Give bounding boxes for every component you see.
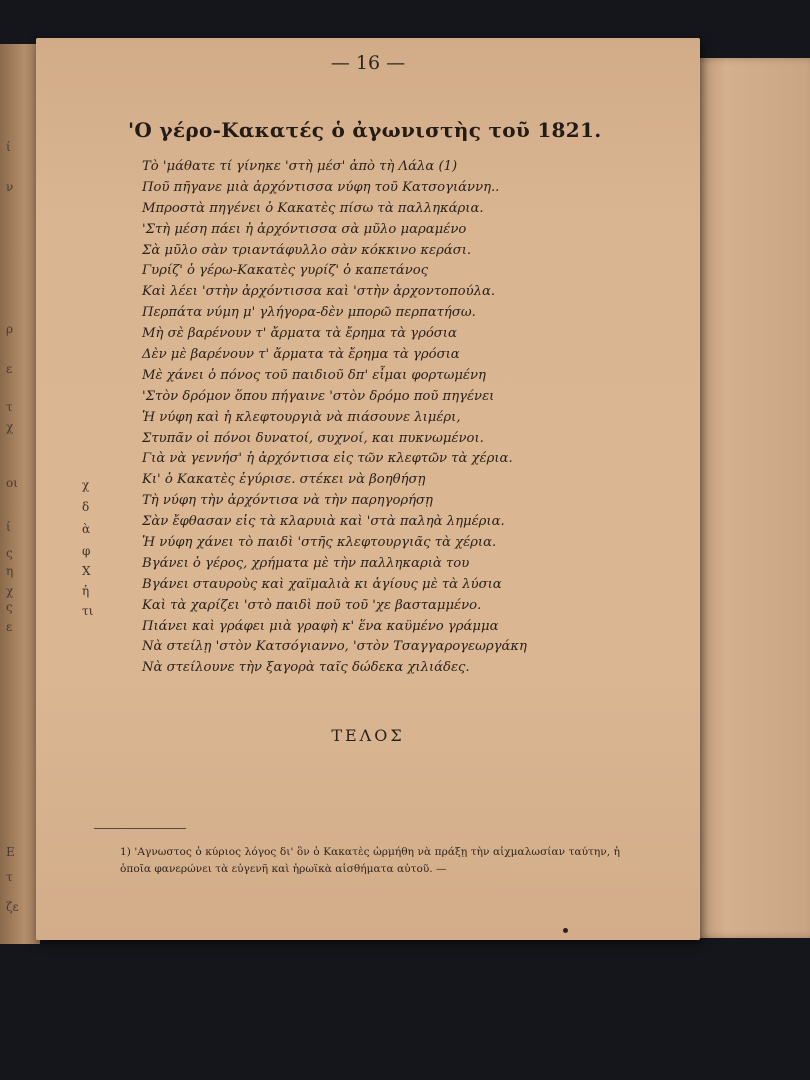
verse-line: Ἡ νύφη χάνει τὸ παιδὶ 'στῆς κλεφτουργιᾶς τὰ χέρια.	[142, 535, 497, 551]
page-fragment: χ	[6, 420, 14, 434]
end-marker: ΤΕΛΟΣ	[331, 726, 405, 745]
next-page-edge	[690, 58, 810, 938]
verse-line: Βγάνει ὁ γέρος, χρήματα μὲ τὴν παλληκαριὰ του	[142, 555, 470, 571]
verse-line: Δὲν μὲ βαρένουν τ' ἄρματα τὰ ἔρημα τὰ γρόσια	[142, 347, 460, 363]
verse-line: Ἡ νύφη καὶ ἡ κλεφτουργιὰ νὰ πιάσουνε λιμέρι,	[142, 409, 461, 425]
verse-line: Καὶ τὰ χαρίζει 'στὸ παιδὶ ποῦ τοῦ 'χε βασταμμένο.	[142, 597, 482, 613]
page-number: — 16 —	[330, 52, 406, 74]
page-fragment: Ε	[6, 845, 15, 859]
page-fragment: ς	[6, 600, 13, 614]
page-fragment: ν	[6, 180, 14, 194]
verse-line: Μὲ χάνει ὁ πόνος τοῦ παιδιοῦ δπ' εἶμαι φορτωμένη	[142, 367, 486, 383]
margin-letter: φ	[82, 544, 91, 558]
verse-line: Νὰ στείλῃ 'στὸν Κατσόγιαννο, 'στὸν Τσαγγαρογεωργάκη	[142, 639, 527, 655]
page-fragment: οι	[6, 476, 18, 490]
verse-line: Μπροστὰ πηγένει ὁ Κακατὲς πίσω τὰ παλληκάρια.	[142, 200, 484, 216]
page-fragment: τ	[6, 400, 13, 414]
verse-line: Βγάνει σταυροὺς καὶ χαϊμαλιὰ κι ἁγίους μὲ τὰ λύσια	[142, 576, 502, 592]
page-fragment: ί	[6, 520, 11, 534]
verse-line: 'Στὴ μέση πάει ἡ ἀρχόντισσα σὰ μῦλο μαραμένο	[142, 221, 467, 237]
page-fragment: ζε	[6, 900, 19, 914]
verse-line: Τὸ 'μάθατε τί γίνηκε 'στὴ μέσ' ἀπὸ τὴ Λάλα (1)	[142, 159, 458, 174]
verse-line: Ποῦ πῆγανε μιὰ ἀρχόντισσα νύφη τοῦ Κατσογιάννη..	[142, 179, 500, 195]
page-fragment: ε	[6, 362, 13, 376]
verse-line: Πιάνει καὶ γράφει μιὰ γραφὴ κ' ἕνα καϋμένο γράμμα	[142, 618, 499, 634]
margin-letter: ἠ	[82, 584, 90, 598]
ink-speck	[563, 928, 568, 933]
previous-page-edge	[0, 44, 40, 944]
verse-line: Νὰ στείλουνε τὴν ξαγορὰ ταῖς δώδεκα χιλιάδες.	[142, 660, 470, 676]
verse-line: Τὴ νύφη τὴν ἀρχόντισα νὰ τὴν παρηγορήσῃ	[142, 493, 433, 509]
page-fragment: ρ	[6, 322, 14, 336]
margin-letter: Χ	[82, 564, 91, 578]
page-fragment: ί	[6, 140, 11, 154]
footnote: 1) 'Αγνωστος ὁ κύριος λόγος δι' ὃν ὁ Κακατὲς ὡρμήθη νὰ πράξῃ τὴν αἰχμαλωσίαν ταύτην, ἡ ὁποῖα φανερώνει τὰ εὐγενῆ καὶ ἡρωϊκὰ αἰσθήματα αὐτοῦ. —	[120, 846, 620, 875]
verse-line: 'Στὸν δρόμον ὅπου πήγαινε 'στὸν δρόμο ποῦ πηγένει	[142, 388, 495, 404]
verse-line: Σὰ μῦλο σὰν τριαντάφυλλο σὰν κόκκινο κεράσι.	[142, 242, 472, 258]
verse-line: Καὶ λέει 'στὴν ἀρχόντισσα καὶ 'στὴν ἀρχοντοπούλα.	[142, 284, 496, 300]
verse-line: Μὴ σὲ βαρένουν τ' ἄρματα τὰ ἔρημα τὰ γρόσια	[142, 326, 457, 342]
verse-line: Περπάτα νύμη μ' γλήγορα-δὲν μπορῶ περπατήσω.	[142, 305, 476, 321]
page-fragment: η	[6, 564, 14, 578]
page-fragment: ε	[6, 620, 13, 634]
margin-letter: χ	[82, 478, 90, 492]
verse-line: Γιὰ νὰ γεννήσ' ἡ ἀρχόντισα εἰς τῶν κλεφτῶν τὰ χέρια.	[142, 451, 513, 467]
margin-letter: δ	[82, 500, 90, 514]
margin-letter: τι	[82, 604, 94, 618]
footnote-divider	[94, 828, 186, 829]
page-fragment: ς	[6, 546, 13, 560]
page-fragment: τ	[6, 870, 13, 884]
verse-line: Στυπᾶν οἱ πόνοι δυνατοί, συχνοί, και πυκνωμένοι.	[142, 430, 484, 446]
book-page	[36, 38, 700, 940]
verse-line: Κι' ὁ Κακατὲς ἐγύρισε. στέκει νὰ βοηθήσῃ	[142, 472, 426, 488]
page-fragment: χ	[6, 584, 14, 598]
poem-verses	[142, 157, 612, 679]
verse-line: Γυρίζ' ὁ γέρω-Κακατὲς γυρίζ' ὁ καπετάνος	[142, 263, 429, 279]
poem-title: 'Ο γέρο-Κακατές ὁ ἀγωνιστὴς τοῦ 1821.	[128, 118, 602, 142]
verse-line: Σὰν ἔφθασαν εἰς τὰ κλαρυιὰ καὶ 'στὰ παληὰ λημέρια.	[142, 514, 505, 530]
margin-letter: ὰ	[82, 522, 91, 536]
